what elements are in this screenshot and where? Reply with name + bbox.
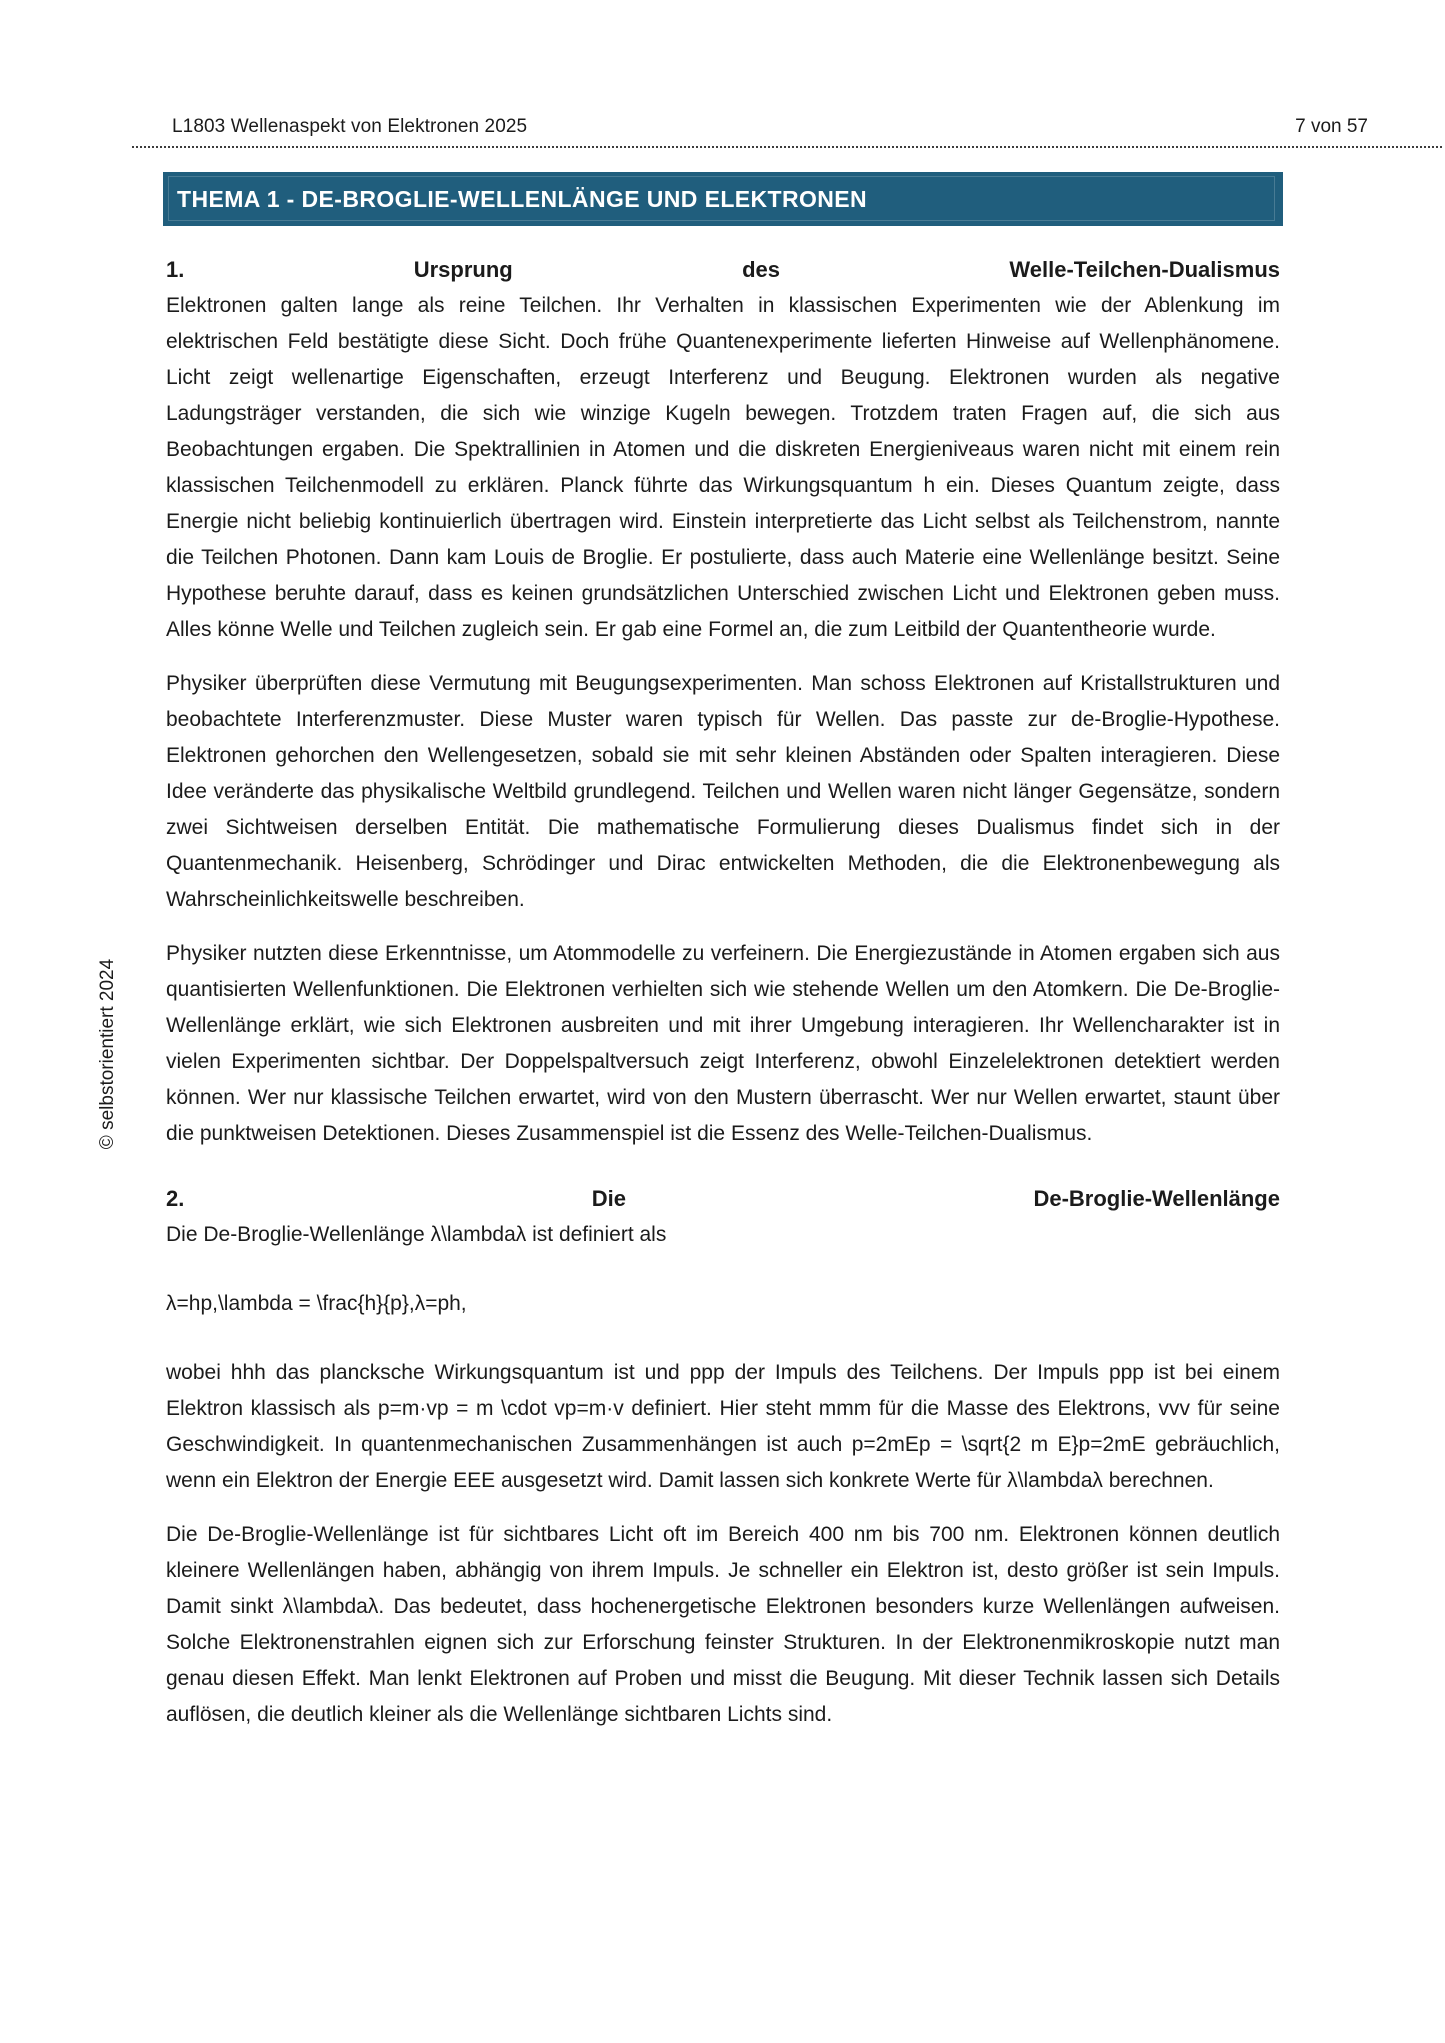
copyright-vertical-text: © selbstorientiert 2024 bbox=[97, 958, 118, 1150]
paragraph: Physiker überprüften diese Vermutung mit Beugungsexperimenten. Man schoss Elektronen auf Kristallstrukturen und beobachtete Interferenzmuster. Diese Muster waren typisch für Wellen. Das passte zur de-Broglie-Hypothese. Elektronen gehorchen den Wellengesetzen, sobald sie mit sehr kleinen Abständen oder Spalten interagieren. Diese Idee veränderte das physikalische Weltbild grundlegend. Teilchen und Wellen waren nicht länger Gegensätze, sondern zwei Sichtweisen derselben Entität. Die mathematische Formulierung dieses Dualismus findet sich in der Quantenmechanik. Heisenberg, Schrödinger und Dirac entwickelten Methoden, die die Elektronenbewegung als Wahrscheinlichkeitswelle beschreiben. bbox=[166, 672, 1280, 911]
section-2-heading bbox=[166, 1181, 1280, 1217]
section-1-number: 1. bbox=[166, 257, 185, 282]
section-1-heading-word: Welle-Teilchen-Dualismus bbox=[1009, 257, 1280, 282]
section-2-heading-word: De-Broglie-Wellenlänge bbox=[1033, 1186, 1280, 1211]
formula-line: λ=hp,\lambda = \frac{h}{p},λ=ph, bbox=[166, 1292, 467, 1315]
topic-banner bbox=[163, 172, 1283, 226]
section-1-heading-word: Ursprung bbox=[413, 257, 513, 282]
definition-intro-line: Die De-Broglie-Wellenlänge λ\lambdaλ ist definiert als bbox=[166, 1223, 667, 1246]
paragraph: Physiker nutzten diese Erkenntnisse, um Atommodelle zu verfeinern. Die Energiezustände in Atomen ergaben sich aus quantisierten Wellenfunktionen. Die Elektronen verhielten sich wie stehende Wellen um den Atomkern. Die De-Broglie-Wellenlänge erklärt, wie sich Elektronen ausbreiten und mit ihrer Umgebung interagieren. Ihr Wellencharakter ist in vielen Experimenten sichtbar. Der Doppelspaltversuch zeigt Interferenz, obwohl Einzelelektronen detektiert werden können. Wer nur klassische Teilchen erwartet, wird von den Mustern überrascht. Wer nur Wellen erwartet, staunt über die punktweisen Detektionen. Dieses Zusammenspiel ist die Essenz des Welle-Teilchen-Dualismus. bbox=[166, 942, 1280, 1145]
header-divider bbox=[132, 146, 1443, 148]
doc-code: L1803 Wellenaspekt von Elektronen 2025 bbox=[172, 116, 528, 137]
paragraph: wobei hhh das plancksche Wirkungsquantum ist und ppp der Impuls des Teilchens. Der Impuls ppp ist bei einem Elektron klassisch als p=m·vp = m \cdot vp=m·v definiert. Hier steht mmm für die Masse des Elektrons, vvv für seine Geschwindigkeit. In quantenmechanischen Zusammenhängen ist auch p=2mEp = \sqrt{2 m E}p=2mE gebräuchlich, wenn ein Elektron der Energie EEE ausgesetzt wird. Damit lassen sich konkrete Werte für λ\lambdaλ berechnen. bbox=[166, 1361, 1280, 1492]
section-2-heading-word: Die bbox=[591, 1186, 627, 1211]
page-number: 7 von 57 bbox=[1295, 116, 1368, 137]
section-1-heading bbox=[166, 252, 1280, 288]
paragraph: Die De-Broglie-Wellenlänge ist für sichtbares Licht oft im Bereich 400 nm bis 700 nm. Elektronen können deutlich kleinere Wellenlängen haben, abhängig von ihrem Impuls. Je schneller ein Elektron ist, desto größer ist sein Impuls. Damit sinkt λ\lambdaλ. Das bedeutet, dass hochenergetische Elektronen besonders kurze Wellenlängen aufweisen. Solche Elektronenstrahlen eignen sich zur Erforschung feinster Strukturen. In der Elektronenmikroskopie nutzt man genau diesen Effekt. Man lenkt Elektronen auf Proben und misst die Beugung. Mit dieser Technik lassen sich Details auflösen, die deutlich kleiner als die Wellenlänge sichtbaren Lichts sind. bbox=[166, 1523, 1280, 1726]
topic-banner-title: THEMA 1 - DE-BROGLIE-WELLENLÄNGE UND ELEKTRONEN bbox=[177, 185, 868, 212]
section-2-number: 2. bbox=[166, 1186, 185, 1211]
document-content bbox=[166, 252, 1280, 1751]
section-1-heading-word: des bbox=[742, 257, 781, 282]
paragraph: Elektronen galten lange als reine Teilchen. Ihr Verhalten in klassischen Experimenten wie der Ablenkung im elektrischen Feld bestätigte diese Sicht. Doch frühe Quantenexperimente lieferten Hinweise auf Wellenphänomene. Licht zeigt wellenartige Eigenschaften, erzeugt Interferenz und Beugung. Elektronen wurden als negative Ladungsträger verstanden, die sich wie winzige Kugeln bewegen. Trotzdem traten Fragen auf, die sich aus Beobachtungen ergaben. Die Spektrallinien in Atomen und die diskreten Energieniveaus waren nicht mit einem rein klassischen Teilchenmodell zu erklären. Planck führte das Wirkungsquantum h ein. Dieses Quantum zeigte, dass Energie nicht beliebig kontinuierlich übertragen wird. Einstein interpretierte das Licht selbst als Teilchenstrom, nannte die Teilchen Photonen. Dann kam Louis de Broglie. Er postulierte, dass auch Materie eine Wellenlänge besitzt. Seine Hypothese beruhte darauf, dass es keinen grundsätzlichen Unterschied zwischen Licht und Elektronen geben muss. Alles könne Welle und Teilchen zugleich sein. Er gab eine Formel an, die zum Leitbild der Quantentheorie wurde. bbox=[166, 294, 1280, 641]
